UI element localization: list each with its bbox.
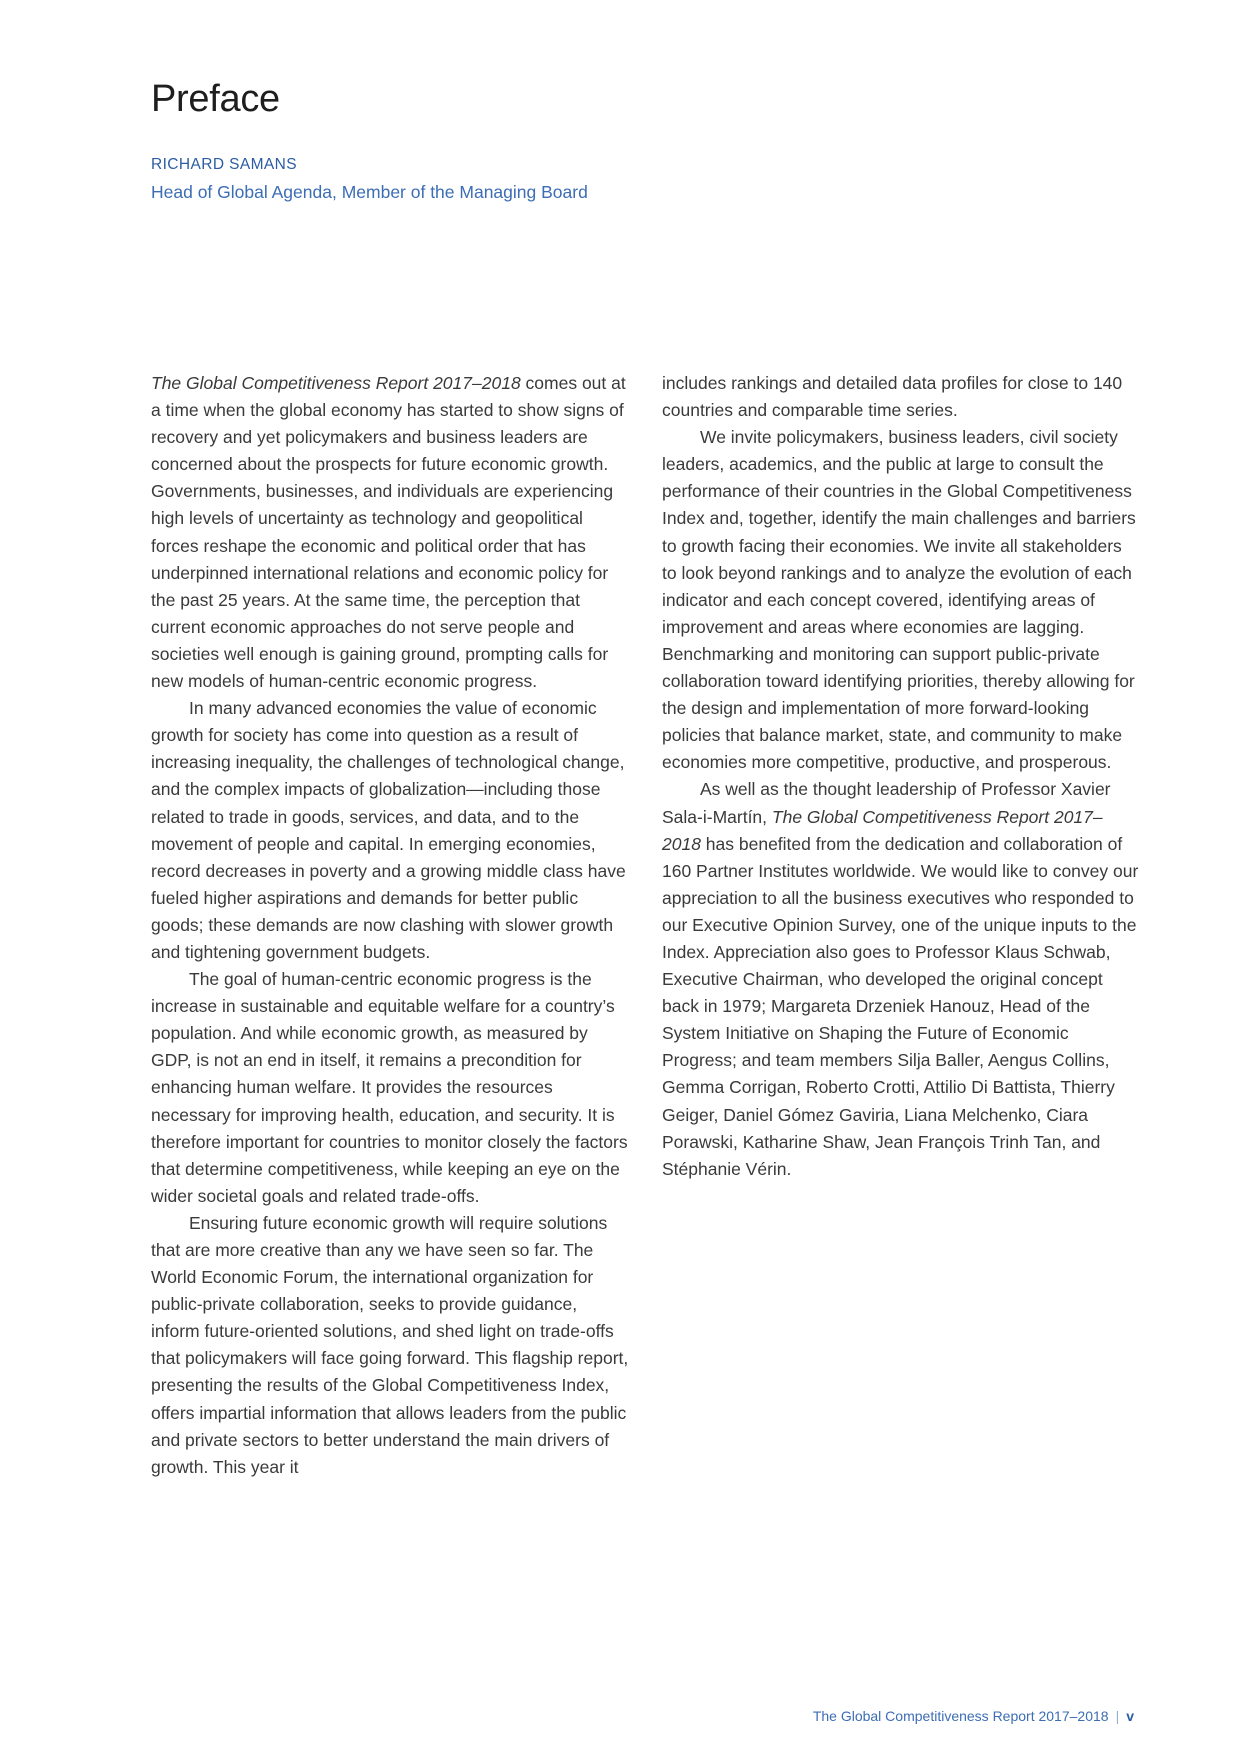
- page-title: Preface: [151, 78, 280, 120]
- paragraph-5: We invite policymakers, business leaders, civil society leaders, academics, and the public at large to consult the performance of their countries in the Global Competitiveness Index and, together, identify the main challenges and barriers to growth facing their economies. We invite all stakeholders to look beyond rankings and to analyze the evolution of each indicator and each concept covered, identifying areas of improvement and areas where economies are lagging. Benchmarking and monitoring can support public-private collaboration toward identifying priorities, thereby allowing for the design and implementation of more forward-looking policies that balance market, state, and community to make economies more competitive, productive, and prosperous.: [662, 427, 1136, 773]
- page-number: v: [1126, 1708, 1134, 1724]
- report-title-italic: The Global Competitiveness Report 2017–2018: [151, 373, 521, 393]
- paragraph-6-start: As well as the thought leadership of Professor Xavier Sala-i-Martín,: [662, 779, 1111, 827]
- body-column-right: [662, 370, 1140, 1183]
- paragraph-6: [662, 776, 1140, 1182]
- paragraph-1-text: comes out at a time when the global economy has started to show signs of recovery and yet policymakers and business leaders are concerned about the prospects for future economic growth. Governments, businesses, and individuals are experiencing high levels of uncertainty as technology and geopolitical forces reshape the economic and political order that has underpinned international relations and economic policy for the past 25 years. At the same time, the perception that current economic approaches do not serve people and societies well enough is gaining ground, prompting calls for new models of human-centric economic progress.: [151, 373, 626, 692]
- footer-separator: |: [1115, 1708, 1120, 1724]
- author-name: RICHARD SAMANS: [151, 156, 297, 173]
- paragraph-4: Ensuring future economic growth will require solutions that are more creative than any we have seen so far. The World Economic Forum, the international organization for public-private collaboration, seeks to provide guidance, inform future-oriented solutions, and shed light on trade-offs that policymakers will face going forward. This flagship report, presenting the results of the Global Competitiveness Index, offers impartial information that allows leaders from the public and private sectors to better understand the main drivers of growth. This year it: [151, 1212, 629, 1477]
- page-footer: [813, 1708, 1134, 1724]
- footer-report-title: The Global Competitiveness Report 2017–2018: [812, 1708, 1109, 1724]
- paragraph-4-continued: includes rankings and detailed data profiles for close to 140 countries and comparable time series.: [662, 373, 1123, 421]
- author-role: Head of Global Agenda, Member of the Managing Board: [151, 182, 588, 202]
- paragraph-2: In many advanced economies the value of economic growth for society has come into question as a result of increasing inequality, the challenges of technological change, and the complex impacts of globalization—including those related to trade in goods, services, and data, and to the movement of people and capital. In emerging economies, record decreases in poverty and a growing middle class have fueled higher aspirations and demands for better public goods; these demands are now clashing with slower growth and tightening government budgets.: [151, 698, 626, 962]
- paragraph-6-text: has benefited from the dedication and collaboration of 160 Partner Institutes worldwide. We would like to convey our appreciation to all the business executives who responded to our Executive Opinion Survey, one of the unique inputs to the Index. Appreciation also goes to Professor Klaus Schwab, Executive Chairman, who developed the original concept back in 1979; Margareta Drzeniek Hanouz, Head of the System Initiative on Shaping the Future of Economic Progress; and team members Silja Baller, Aengus Collins, Gemma Corrigan, Roberto Crotti, Attilio Di Battista, Thierry Geiger, Daniel Gómez Gaviria, Liana Melchenko, Ciara Porawski, Katharine Shaw, Jean François Trinh Tan, and Stéphanie Vérin.: [662, 833, 1139, 1179]
- report-title-italic: The Global Competitiveness Report 2017–2018: [662, 806, 1103, 854]
- paragraph-1: [151, 370, 629, 695]
- paragraph-3: The goal of human-centric economic progress is the increase in sustainable and equitable welfare for a country’s population. And while economic growth, as measured by GDP, is not an end in itself, it remains a precondition for enhancing human welfare. It provides the resources necessary for improving health, education, and security. It is therefore important for countries to monitor closely the factors that determine competitiveness, while keeping an eye on the wider societal goals and related trade-offs.: [151, 969, 628, 1206]
- body-column-left: [151, 370, 629, 1481]
